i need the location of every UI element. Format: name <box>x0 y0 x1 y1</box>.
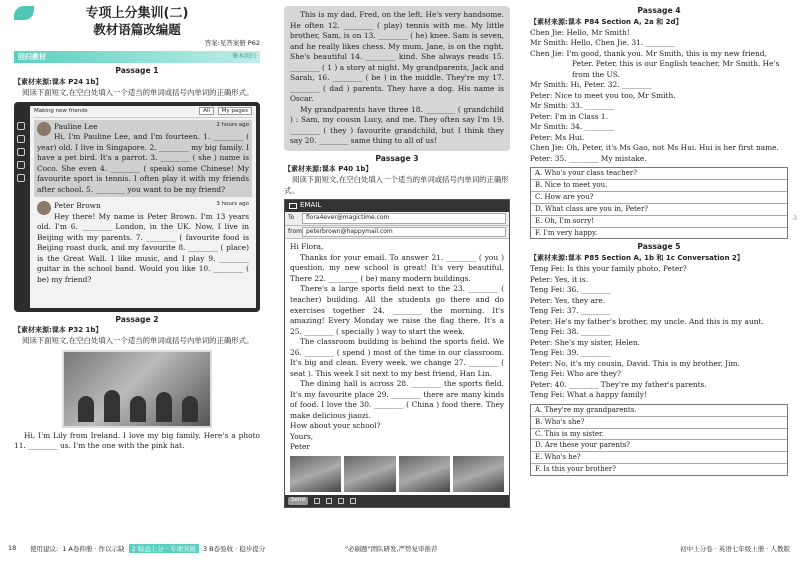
title-block <box>14 6 260 37</box>
tab-all: All <box>199 107 214 115</box>
post-text: Hi, I'm Pauline Lee, and I'm fourteen. 1. ________ ( year) old. I live in Singapore. 2. ________ my big family. I have a pet bird. It's a parrot. 3. ________ ( she ) name is Coco. She even 4. ________ ( speak) some Chinese! My favourite sport is tennis. I often play it with my friends after school. 5. ________ you want to be my friend? <box>37 132 249 194</box>
dialog-line <box>530 80 788 91</box>
tip-label: 使用建议: <box>30 544 59 553</box>
school-photos <box>290 456 504 492</box>
dialog-text: 40. ________ They're my father's parents. <box>554 379 707 389</box>
dialog-line <box>530 38 788 49</box>
school-photo <box>344 456 395 492</box>
email-header <box>285 200 509 212</box>
post-author: Peter Brown <box>54 201 101 211</box>
dialog-line <box>530 306 788 317</box>
dialog-speaker: Peter: <box>530 295 553 305</box>
dialog-text: Yes, they are. <box>554 295 606 305</box>
dialog-text: What a happy family! <box>566 390 647 400</box>
dialog-line <box>530 275 788 286</box>
dialog-speaker: Peter: <box>530 111 553 121</box>
dialog-text: 39. ________ <box>566 348 611 358</box>
page-number: 18 <box>8 544 17 552</box>
email-para: The dining hall is across 28. ________ the sports field. It's my favourite place 29. ________ there are many kinds of food. I love the 30. ________ ( China ) food there. They make delicious jiaozi. <box>290 379 504 420</box>
dialog-line <box>530 380 788 391</box>
passage-3-instruction: 阅读下面短文,在空白处填入一个适当的单词或括号内单词的正确形式。 <box>284 175 509 195</box>
dialog-line <box>530 359 788 370</box>
option-item: D. What class are you in, Peter? <box>531 204 787 216</box>
dialog-speaker: Peter: <box>530 90 553 100</box>
passage-5-options <box>530 404 788 476</box>
dialog-line <box>530 91 788 102</box>
dialog-speaker: Teng Fei: <box>530 348 565 358</box>
option-item: C. This is my sister. <box>531 429 787 441</box>
dialog-line <box>530 285 788 296</box>
dialog-speaker: Peter: <box>530 316 553 326</box>
dialog-text: Ms Hui. <box>554 132 585 142</box>
passage-2-instruction: 阅读下面短文,在空白处填入一个适当的单词或括号内单词的正确形式。 <box>22 336 254 346</box>
section-banner <box>14 51 260 63</box>
tablet-screen <box>30 106 256 308</box>
footer-slogan: "必刷题"团队研发,严势复审推荐 <box>345 544 438 553</box>
dialog-line <box>530 348 788 359</box>
banner-left: 回归教材 <box>18 52 46 61</box>
dialog-line <box>530 49 788 81</box>
avatar <box>37 201 51 215</box>
photo-figure <box>78 396 94 422</box>
dialog-text: 37. ________ <box>566 306 611 316</box>
tab-my-pages: My pages <box>218 107 252 115</box>
dialog-speaker: Peter: <box>530 274 553 284</box>
tip-1: 1 A卷仰册 · 作以示缺 <box>62 544 125 553</box>
email-greeting: Hi Flora, <box>290 242 324 252</box>
passage-4-title: Passage 4 <box>637 6 681 15</box>
dialog-text: I'm good, thank you. Mr Smith, this is my new friend, Peter. Peter, this is our English teacher, Mr Smith. He's from the US. <box>566 48 780 79</box>
passage-4-source: 【素材来源:课本 P84 Section A, 2a 和 2d】 <box>530 17 683 26</box>
option-item: E. Who's he? <box>531 452 787 464</box>
dialog-text: Hi, Peter. 32. ________ <box>570 80 652 90</box>
option-item: E. Oh, I'm sorry! <box>531 216 787 228</box>
avatar <box>37 122 51 136</box>
email-closing: Yours, <box>290 431 314 441</box>
option-item: D. Are these your parents? <box>531 440 787 452</box>
email-para: Thanks for your email. To answer 21. ________ ( you ) question, my new school is great! It's very beautiful. There 22. ________ ( be) many modern buildings. <box>290 252 504 283</box>
family-photo <box>62 350 212 428</box>
answer-reference: 答案:见答案册 P62 <box>204 39 260 48</box>
page-footer <box>0 541 800 555</box>
footer-book-title: 初中上分卷 · 英语七年级上册 · 人教版 <box>680 544 790 553</box>
email-closing: How about your school? <box>290 421 381 431</box>
tablet-sidebar <box>17 122 25 182</box>
dialog-line <box>530 122 788 133</box>
dialog-text: 35. ________ My mistake. <box>554 153 647 163</box>
dialog-speaker: Chen Jie: <box>530 27 565 37</box>
option-item: C. How are you? <box>531 192 787 204</box>
dialog-speaker: Peter: <box>530 379 553 389</box>
email-to-label: To <box>288 214 295 222</box>
usage-tips <box>30 544 265 553</box>
post-time: 2 hours ago <box>216 121 249 128</box>
post-time: 3 hours ago <box>216 201 249 208</box>
dialog-line <box>530 327 788 338</box>
email-from-label: from <box>288 227 302 235</box>
email-window <box>284 199 510 507</box>
email-from-value: peterbrown@happymail.com <box>302 227 506 238</box>
passage-5-source: 【素材来源:课本 P85 Section A, 1b 和 1c Conversation 2】 <box>530 254 744 263</box>
dialog-text: Is this your family photo, Peter? <box>566 264 687 274</box>
dialog-speaker: Peter: <box>530 132 553 142</box>
dialog-text: Nice to meet you too, Mr Smith. <box>554 90 676 100</box>
post-text: Hey there! My name is Peter Brown. I'm 13 years old. I'm 6. ________ London, in the UK. Now, I live in Beijing with my parents. 7. ________ ( favourite food is Beijing roast duck, and my favourite 8. ________ ( place) is the Great Wall. I like music, and I play 9. ________ guitar in the school band. Would you like 10. ________ ( be) my friend? <box>37 211 249 284</box>
passage-4-options <box>530 167 788 239</box>
mail-icon <box>289 203 297 209</box>
dialog-speaker: Peter: <box>530 153 553 163</box>
dialog-text: Who are they? <box>566 369 621 379</box>
photo-figure <box>182 396 198 422</box>
post-peter <box>34 199 252 287</box>
email-para: The classroom building is behind the sports field. We 26. ________ ( spend ) most of the time in our classroom. It's big and clean. Every week, we change 27. ________ ( seat ). This week I sit next to my best friend, Han Lin. <box>290 337 504 378</box>
dialog-speaker: Mr Smith: <box>530 122 569 132</box>
dialog-line <box>530 143 788 154</box>
dialog-speaker: Chen Jie: <box>530 48 565 58</box>
tablet-frame <box>14 102 260 312</box>
image-icon[interactable] <box>338 498 344 504</box>
dialog-line <box>530 317 788 328</box>
dialog-speaker: Teng Fei: <box>530 327 565 337</box>
font-icon[interactable] <box>314 498 320 504</box>
passage-5-dialog <box>530 264 788 401</box>
dialog-line <box>530 296 788 307</box>
post-pauline <box>34 120 252 198</box>
passage-4-dialog <box>530 28 788 165</box>
email-signature: Peter <box>290 442 310 452</box>
dialog-speaker: Mr Smith: <box>530 38 569 48</box>
option-item: F. I'm very happy. <box>535 228 598 237</box>
attach-icon[interactable] <box>326 498 332 504</box>
email-header-title: EMAIL <box>300 201 322 210</box>
left-column <box>14 6 260 452</box>
edge-mark: -3 <box>791 215 797 222</box>
dialog-text: No, it's my cousin, David. This is my brother, Jim. <box>554 358 740 368</box>
school-photo <box>453 456 504 492</box>
email-from-row <box>285 226 509 240</box>
dialog-line <box>530 390 788 401</box>
option-item: B. Who's she? <box>531 417 787 429</box>
option-item: A. They're my grandparents. <box>531 405 787 417</box>
passage-2-continued <box>284 6 510 151</box>
photo-figure <box>156 392 172 422</box>
dialog-speaker: Teng Fei: <box>530 390 565 400</box>
dialog-speaker: Peter: <box>530 337 553 347</box>
send-button[interactable]: Send <box>288 497 308 505</box>
dialog-speaker: Teng Fei: <box>530 306 565 316</box>
chat-icon <box>17 161 25 169</box>
dialog-text: 34. ________ <box>570 122 615 132</box>
dialog-text: I'm in Class 1. <box>554 111 608 121</box>
dialog-line <box>530 369 788 380</box>
passage-5-title: Passage 5 <box>637 242 681 252</box>
school-photo <box>399 456 450 492</box>
page-subtitle: 教材语篇改编题 <box>93 22 181 38</box>
dialog-text: She's my sister, Helen. <box>554 337 641 347</box>
right-column <box>530 6 788 479</box>
dialog-line <box>530 28 788 39</box>
dialog-text: Hello, Mr Smith! <box>566 27 630 37</box>
dialog-text: Oh, Peter, it's Ms Gao, not Ms Hui. Hui is her first name. <box>566 143 779 153</box>
passage-1-instruction: 阅读下面短文,在空白处填入一个适当的单词或括号内单词的正确形式。 <box>22 88 254 98</box>
option-item: F. Is this your brother? <box>535 465 617 474</box>
passage-2-title: Passage 2 <box>115 314 159 324</box>
tablet-header-title: Making new friends <box>34 107 88 114</box>
post-author: Pauline Lee <box>54 121 98 131</box>
dialog-speaker: Mr Smith: <box>530 80 569 90</box>
dialog-speaker: Teng Fei: <box>530 369 565 379</box>
dialog-text: 36. ________ <box>566 285 611 295</box>
dialog-line <box>530 264 788 275</box>
email-to-row <box>285 212 509 226</box>
passage-1-source: 【素材来源:课本 P24 1b】 <box>14 78 103 87</box>
dialog-line <box>530 112 788 123</box>
dialog-speaker: Chen Jie: <box>530 143 565 153</box>
passage-2-para: This is my dad, Fred, on the left. He's very handsome. He often 12. ________ ( play) tennis with me. My little brother, Sam, is on 13. ________ ( he) knee. Sam is seven, and he really likes chess. My mum, Jane, is on the right. She's beautiful 14. ________ kind. She always reads 15. ________ ( 1 ) a story at night. My grandparents, Jack and Sarah, 16. ________ ( be ) in the middle. They're my 17. ________ ( dad ) parents. They have a dog. His name is Oscar. <box>290 10 504 104</box>
dialog-line <box>530 133 788 144</box>
passage-2-para: My grandparents have three 18. ________ ( grandchild ) : Sam, my cousin Lucy, and me. They often say I'm 19. ________ ( they ) favourite grandchild, but I think they say 20. ________ same thing to all of us! <box>290 104 504 146</box>
emoji-icon[interactable] <box>350 498 356 504</box>
dialog-line <box>530 338 788 349</box>
dialog-speaker: Teng Fei: <box>530 285 565 295</box>
photo-figure <box>130 396 146 422</box>
photo-figure <box>104 390 120 422</box>
dialog-text: He's my father's brother, my uncle. And this is my aunt. <box>554 316 764 326</box>
banner-right: 课本回归 <box>231 53 256 61</box>
dialog-line <box>530 154 788 165</box>
email-body <box>285 239 509 494</box>
email-para: There's a large sports field next to the 23. ________ ( teacher) building. All the students go there and do exercises together 24. ________ the morning. It's amazing! Every Monday we raise the flag there. It's a 25. ________ ( specially ) way to start the week. <box>290 284 504 336</box>
tablet-tabs <box>197 108 252 116</box>
passage-2-text: Hi, I'm Lily from Ireland. I love my big family. Here's a photo 11. ________ us. I'm the one with the pink hat. <box>14 430 260 451</box>
middle-column <box>284 6 510 508</box>
tip-3: 3 B卷验收 · 稳步提分 <box>202 544 266 553</box>
tablet-header <box>34 108 252 118</box>
tip-2: 2 暗盘上分 · 专项突破 <box>129 544 199 553</box>
passage-2-source: 【素材来源:课本 P32 1b】 <box>14 326 103 335</box>
dialog-text: 38. ________ <box>566 327 611 337</box>
dialog-speaker: Peter: <box>530 358 553 368</box>
email-toolbar <box>285 495 509 507</box>
option-item: B. Nice to meet you. <box>531 180 787 192</box>
option-item: A. Who's your class teacher? <box>531 168 787 180</box>
clock-icon <box>17 135 25 143</box>
dialog-speaker: Teng Fei: <box>530 264 565 274</box>
passage-3-title: Passage 3 <box>375 153 419 163</box>
dialog-text: 33. ________ <box>570 101 615 111</box>
mail-icon <box>17 148 25 156</box>
link-icon <box>17 174 25 182</box>
passage-3-source: 【素材来源:课本 P40 1b】 <box>284 165 373 174</box>
dialog-text: Yes, it is. <box>554 274 589 284</box>
passage-1-title: Passage 1 <box>115 66 159 76</box>
school-photo <box>290 456 341 492</box>
page-title: 专项上分集训(二) <box>85 6 189 21</box>
email-to-value: flora4ever@magictime.com <box>302 213 506 224</box>
dialog-line <box>530 101 788 112</box>
home-icon <box>17 122 25 130</box>
dialog-speaker: Mr Smith: <box>530 101 569 111</box>
dialog-text: Hello, Chen Jie. 31. ________ <box>570 38 676 48</box>
